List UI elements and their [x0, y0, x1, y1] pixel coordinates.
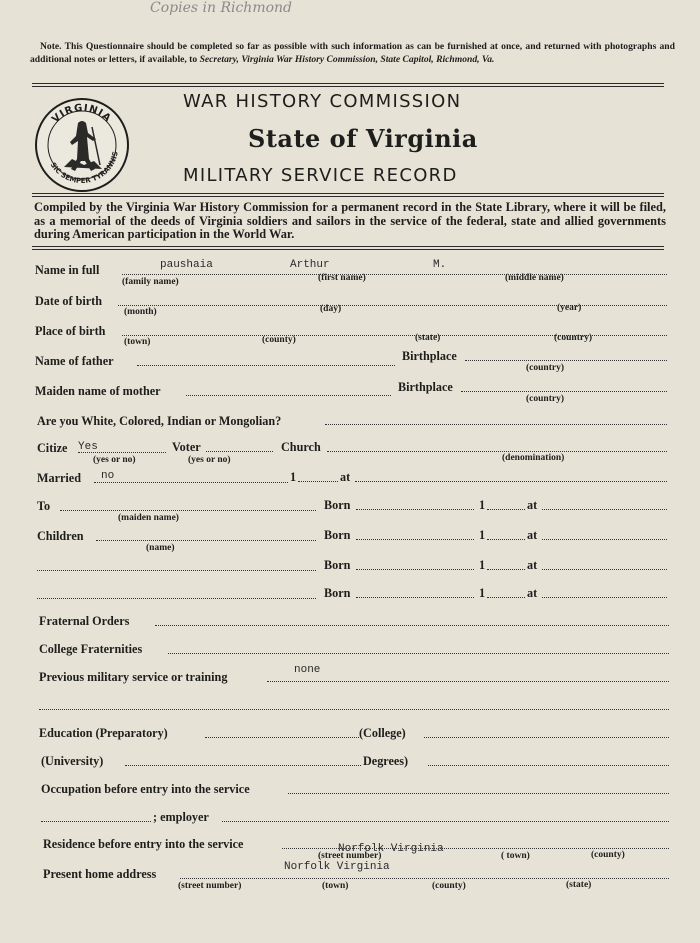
university-line[interactable] — [125, 765, 361, 766]
child-3-year-line[interactable] — [487, 597, 525, 598]
father-label: Name of father — [35, 354, 114, 368]
degrees-label: Degrees) — [363, 754, 409, 768]
occupation-line-2[interactable] — [41, 821, 151, 822]
child-2-place-line[interactable] — [542, 569, 667, 570]
college-line[interactable] — [424, 737, 669, 738]
preparatory-line[interactable] — [205, 737, 359, 738]
race-label: Are you White, Colored, Indian or Mongolian? — [37, 414, 282, 428]
child-3-year-prefix: 1 — [479, 586, 486, 600]
divider — [32, 86, 664, 87]
employer-label: ; employer — [153, 810, 209, 824]
married-year-prefix: 1 — [290, 470, 297, 484]
college-fraternities-line[interactable] — [168, 653, 669, 654]
previous-military-label: Previous military service or training — [39, 670, 228, 684]
married-at-label: at — [340, 470, 351, 484]
child-3-born-label: Born — [324, 586, 351, 600]
voter-label: Voter — [172, 440, 201, 454]
present-home-label: Present home address — [43, 867, 157, 881]
father-birthplace-line[interactable] — [465, 360, 667, 361]
married-value: no — [101, 470, 115, 482]
spouse-year-prefix: 1 — [479, 498, 486, 512]
citizen-line[interactable] — [78, 452, 166, 453]
child-2-year-prefix: 1 — [479, 558, 486, 572]
married-line[interactable] — [94, 482, 288, 483]
country-caption: (country) — [526, 394, 564, 404]
child-1-year-prefix: 1 — [479, 528, 486, 542]
child-1-born-label: Born — [324, 528, 351, 542]
education-label: Education (Preparatory) — [39, 726, 168, 740]
commission-title: WAR HISTORY COMMISSION — [183, 91, 462, 112]
spouse-line[interactable] — [60, 510, 316, 511]
maiden-name-caption: (maiden name) — [118, 513, 179, 523]
middle-name-value: M. — [433, 259, 447, 271]
middle-name-caption: (middle name) — [505, 273, 564, 283]
child-1-born-line[interactable] — [356, 539, 474, 540]
children-label: Children — [37, 529, 84, 543]
first-name-value: Arthur — [290, 259, 330, 271]
fraternal-orders-line[interactable] — [155, 625, 669, 626]
dob-line[interactable] — [118, 305, 667, 306]
svg-text:VIRGINIA: VIRGINIA — [50, 102, 114, 126]
present-home-line[interactable] — [180, 878, 669, 879]
instruction-note: Note. This Questionnaire should be completed so far as possible with such information as can be furnished at once, and returned with photographs and additional notes or letters, if available, to Secretary, Virginia War History Commission, State Capitol, Richmond, Va. — [30, 41, 675, 65]
residence-line[interactable] — [282, 848, 669, 849]
residence-value: Norfolk Virginia — [338, 843, 444, 855]
town-caption: (town) — [124, 337, 151, 347]
county-caption: (county) — [262, 335, 296, 345]
employer-line[interactable] — [222, 821, 669, 822]
street-number-caption: (street number) — [178, 881, 242, 891]
first-name-caption: (first name) — [318, 273, 366, 283]
child-2-line[interactable] — [37, 570, 316, 571]
present-home-value: Norfolk Virginia — [284, 861, 390, 873]
county-caption: (county) — [432, 881, 466, 891]
day-caption: (day) — [320, 304, 342, 314]
child-2-year-line[interactable] — [487, 569, 525, 570]
residence-town-caption: ( town) — [501, 851, 530, 861]
name-label: Name in full — [35, 263, 100, 277]
country-caption: (country) — [554, 333, 592, 343]
degrees-line[interactable] — [428, 765, 669, 766]
family-name-caption: (family name) — [122, 277, 179, 287]
father-birthplace-label: Birthplace — [402, 349, 457, 363]
name-line[interactable] — [122, 274, 667, 275]
family-name-value: paushaia — [160, 259, 213, 271]
spouse-place-line[interactable] — [542, 509, 667, 510]
svg-text:SIC SEMPER TYRANNIS: SIC SEMPER TYRANNIS — [48, 150, 120, 186]
handwritten-annotation: Copies in Richmond — [150, 0, 293, 16]
name-caption: (name) — [146, 543, 175, 553]
child-1-place-line[interactable] — [542, 539, 667, 540]
divider — [32, 246, 664, 247]
child-1-line[interactable] — [96, 540, 316, 541]
previous-military-line[interactable] — [267, 681, 669, 682]
child-3-at-label: at — [527, 586, 538, 600]
country-caption: (country) — [526, 363, 564, 373]
divider — [32, 196, 664, 197]
pob-label: Place of birth — [35, 324, 106, 338]
father-line[interactable] — [137, 365, 395, 366]
college-label: (College) — [359, 726, 406, 740]
fraternal-orders-label: Fraternal Orders — [39, 614, 130, 628]
citizen-value: Yes — [78, 441, 98, 453]
denomination-caption: (denomination) — [502, 453, 565, 463]
previous-military-line-2[interactable] — [39, 709, 669, 710]
race-line[interactable] — [325, 424, 667, 425]
voter-caption: (yes or no) — [188, 455, 231, 465]
child-1-year-line[interactable] — [487, 539, 525, 540]
street-number-caption: (street number) — [318, 851, 382, 861]
occupation-line[interactable] — [288, 793, 669, 794]
citizen-label: Citize — [37, 441, 68, 455]
spouse-label: To — [37, 499, 51, 513]
compiled-statement: Compiled by the Virginia War History Commission for a permanent record in the State Library, where it will be filed, as a memorial of the deeds of Virginia soldiers and sailors in the service of the federal, state and allied governments during American participation in the World War. — [34, 200, 666, 241]
spouse-year-line[interactable] — [487, 509, 525, 510]
church-label: Church — [281, 440, 321, 454]
spouse-at-label: at — [527, 498, 538, 512]
month-caption: (month) — [124, 307, 157, 317]
citizen-caption: (yes or no) — [93, 455, 136, 465]
divider — [32, 249, 664, 250]
mother-birthplace-label: Birthplace — [398, 380, 453, 394]
year-caption: (year) — [557, 303, 582, 313]
child-2-born-line[interactable] — [356, 569, 474, 570]
spouse-born-label: Born — [324, 498, 351, 512]
child-3-line[interactable] — [37, 598, 316, 599]
state-caption: (state) — [415, 333, 441, 343]
divider — [32, 83, 664, 84]
child-2-at-label: at — [527, 558, 538, 572]
child-2-born-label: Born — [324, 558, 351, 572]
state-caption: (state) — [566, 880, 592, 890]
form-title: MILITARY SERVICE RECORD — [183, 165, 458, 186]
dob-label: Date of birth — [35, 294, 103, 308]
married-place-line[interactable] — [355, 481, 667, 482]
state-title: State of Virginia — [248, 124, 478, 153]
previous-military-value: none — [294, 664, 321, 676]
church-line[interactable] — [327, 451, 667, 452]
voter-line[interactable] — [206, 451, 273, 452]
residence-county-caption: (county) — [591, 850, 625, 860]
mother-label: Maiden name of mother — [35, 384, 161, 398]
child-1-at-label: at — [527, 528, 538, 542]
divider — [32, 193, 664, 194]
virginia-seal-icon — [34, 97, 130, 193]
college-fraternities-label: College Fraternities — [39, 642, 143, 656]
married-year-line[interactable] — [298, 481, 338, 482]
spouse-born-line[interactable] — [356, 509, 474, 510]
child-3-place-line[interactable] — [542, 597, 667, 598]
university-label: (University) — [41, 754, 104, 768]
married-label: Married — [37, 471, 81, 485]
mother-line[interactable] — [186, 395, 391, 396]
town-caption: (town) — [322, 881, 349, 891]
occupation-label: Occupation before entry into the service — [41, 782, 250, 796]
mother-birthplace-line[interactable] — [461, 391, 667, 392]
child-3-born-line[interactable] — [356, 597, 474, 598]
residence-label: Residence before entry into the service — [43, 837, 244, 851]
